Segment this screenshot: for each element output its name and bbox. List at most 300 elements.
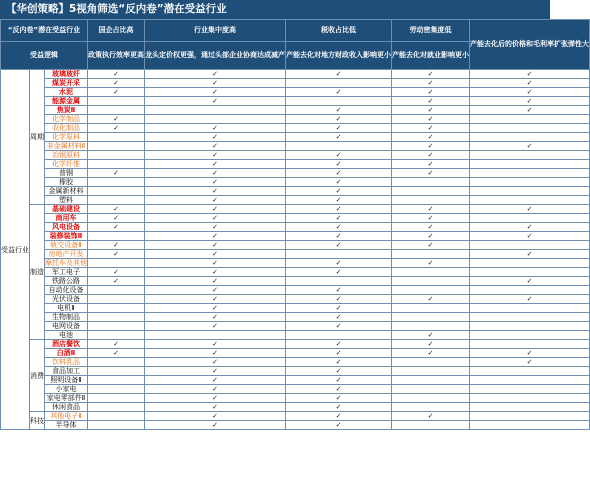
criterion-2-cell [145,241,286,250]
criterion-5-cell [470,196,590,205]
criterion-3-cell [286,286,392,295]
criterion-4-cell [392,223,470,232]
criterion-1-cell [88,223,145,232]
checkmark-icon: ✓ [212,394,218,402]
checkmark-icon: ✓ [212,277,218,285]
criterion-4-cell [392,268,470,277]
criterion-3-cell [286,97,392,106]
criterion-3-cell [286,142,392,151]
industry-name: 橡胶 [45,178,88,187]
criterion-2-cell [145,277,286,286]
criterion-1-cell [88,331,145,340]
table-row [1,70,590,79]
table-row [1,277,590,286]
criterion-2-cell [145,268,286,277]
checkmark-icon: ✓ [335,394,342,402]
checkmark-icon: ✓ [113,169,119,177]
criterion-5-cell [470,169,590,178]
industry-name: 焦炭Ⅱ [45,106,88,115]
checkmark-icon: ✓ [427,160,434,168]
industry-name: 自动化设备 [45,286,88,295]
table-row [1,160,590,169]
criterion-5-cell [470,124,590,133]
criterion-3-cell [286,115,392,124]
checkmark-icon: ✓ [526,277,533,285]
checkmark-icon: ✓ [113,340,119,348]
criterion-2-cell [145,106,286,115]
criterion-3-cell [286,259,392,268]
checkmark-icon: ✓ [335,349,342,357]
industry-name: 家电零部件Ⅱ [45,394,88,403]
criterion-4-cell [392,313,470,322]
criterion-2-cell [145,295,286,304]
criterion-2-cell [145,160,286,169]
checkmark-icon: ✓ [335,160,342,168]
checkmark-icon: ✓ [335,187,342,195]
industry-name: 饮料乳品 [45,358,88,367]
checkmark-icon: ✓ [335,268,342,276]
group-label: 周期 [30,70,45,205]
header-criterion-1: 国企占比高 [88,20,145,42]
table-row [1,115,590,124]
criterion-1-cell [88,313,145,322]
checkmark-icon: ✓ [212,88,218,96]
header-beneficiary-industries: “反内卷”潜在受益行业 [1,20,88,42]
criterion-2-cell [145,394,286,403]
table-row [1,349,590,358]
checkmark-icon: ✓ [212,97,218,105]
criterion-2-cell [145,205,286,214]
criterion-1-cell [88,421,145,430]
criterion-2-cell [145,286,286,295]
criterion-4-cell [392,412,470,421]
criterion-4-cell [392,367,470,376]
checkmark-icon: ✓ [335,133,342,141]
industry-name: 其他电子Ⅱ [45,412,88,421]
criterion-1-cell [88,295,145,304]
criterion-2-cell [145,115,286,124]
criterion-2-cell [145,250,286,259]
checkmark-icon: ✓ [335,295,342,303]
criterion-1-cell [88,178,145,187]
criterion-3-cell [286,421,392,430]
criterion-2-cell [145,70,286,79]
criterion-1-cell [88,214,145,223]
checkmark-icon: ✓ [212,295,218,303]
checkmark-icon: ✓ [212,214,218,222]
criterion-2-cell [145,142,286,151]
criterion-5-cell [470,88,590,97]
criterion-3-cell [286,394,392,403]
criterion-5-cell [470,232,590,241]
criterion-1-cell [88,205,145,214]
checkmark-icon: ✓ [427,88,434,96]
checkmark-icon: ✓ [526,70,533,78]
checkmark-icon: ✓ [212,403,218,411]
criterion-2-cell [145,133,286,142]
criterion-3-cell [286,277,392,286]
checkmark-icon: ✓ [427,151,434,159]
criterion-1-cell [88,349,145,358]
criterion-5-cell [470,331,590,340]
checkmark-icon: ✓ [212,223,218,231]
checkmark-icon: ✓ [212,313,218,321]
criterion-4-cell [392,205,470,214]
criterion-4-cell [392,115,470,124]
checkmark-icon: ✓ [335,88,342,96]
industry-name: 冶钢原料 [45,151,88,160]
criterion-4-cell [392,376,470,385]
criterion-3-cell [286,340,392,349]
checkmark-icon: ✓ [335,304,342,312]
criterion-4-cell [392,394,470,403]
group-label: 消费 [30,340,45,412]
checkmark-icon: ✓ [212,421,218,429]
criterion-2-cell [145,223,286,232]
checkmark-icon: ✓ [427,295,434,303]
criterion-2-cell [145,331,286,340]
criterion-2-cell [145,196,286,205]
checkmark-icon: ✓ [113,70,119,78]
table-body [1,70,590,430]
industry-name: 食品加工 [45,367,88,376]
criterion-3-cell [286,331,392,340]
criterion-5-cell [470,313,590,322]
header-benefit-logic: 受益逻辑 [1,42,88,70]
criterion-1-cell [88,385,145,394]
criterion-2-cell [145,313,286,322]
checkmark-icon: ✓ [526,250,533,258]
checkmark-icon: ✓ [212,232,218,240]
criterion-4-cell [392,349,470,358]
criterion-5-cell [470,412,590,421]
criterion-3-cell [286,106,392,115]
checkmark-icon: ✓ [113,88,119,96]
criterion-3-cell [286,295,392,304]
criterion-3-cell [286,367,392,376]
criterion-4-cell [392,385,470,394]
checkmark-icon: ✓ [335,241,342,249]
header-criterion-3: 税收占比低 [286,20,392,42]
criterion-4-cell [392,79,470,88]
header-criterion-5: 产能去化后的价格和毛利率扩张弹性大 [470,20,590,70]
checkmark-icon: ✓ [212,367,218,375]
criterion-4-cell [392,169,470,178]
checkmark-icon: ✓ [335,385,342,393]
criterion-4-cell [392,304,470,313]
checkmark-icon: ✓ [212,79,218,87]
industry-name: 小家电 [45,385,88,394]
checkmark-icon: ✓ [427,106,434,114]
table-row [1,241,590,250]
checkmark-icon: ✓ [212,196,218,204]
table-row [1,223,590,232]
criterion-5-cell [470,205,590,214]
criterion-5-cell [470,187,590,196]
industry-name: 生物制品 [45,313,88,322]
checkmark-icon: ✓ [335,376,342,384]
criterion-1-cell [88,268,145,277]
table-row [1,286,590,295]
checkmark-icon: ✓ [212,133,218,141]
table-row [1,340,590,349]
criterion-5-cell [470,277,590,286]
checkmark-icon: ✓ [212,322,218,330]
checkmark-icon: ✓ [427,79,434,87]
table-row [1,295,590,304]
criterion-4-cell [392,70,470,79]
checkmark-icon: ✓ [427,232,434,240]
checkmark-icon: ✓ [212,412,218,420]
industry-name: 装修装饰Ⅱ [45,232,88,241]
industry-name: 化学原料 [45,133,88,142]
checkmark-icon: ✓ [526,97,533,105]
criterion-3-cell [286,232,392,241]
criterion-5-cell [470,142,590,151]
criterion-4-cell [392,250,470,259]
industry-name: 白酒Ⅱ [45,349,88,358]
criterion-2-cell [145,403,286,412]
checkmark-icon: ✓ [212,349,218,357]
criterion-1-cell [88,259,145,268]
checkmark-icon: ✓ [113,277,119,285]
criterion-2-cell [145,358,286,367]
criterion-3-cell [286,358,392,367]
checkmark-icon: ✓ [335,286,342,294]
table-row [1,403,590,412]
header-criterion-1-logic: 政策执行效率更高 [88,42,145,70]
criterion-1-cell [88,88,145,97]
criterion-2-cell [145,259,286,268]
criterion-5-cell [470,241,590,250]
table-row [1,142,590,151]
criterion-4-cell [392,295,470,304]
checkmark-icon: ✓ [113,205,119,213]
checkmark-icon: ✓ [526,223,533,231]
criterion-5-cell [470,133,590,142]
checkmark-icon: ✓ [212,124,218,132]
criterion-5-cell [470,304,590,313]
group-label: 科技 [30,412,45,430]
checkmark-icon: ✓ [212,187,218,195]
criterion-1-cell [88,106,145,115]
industry-name: 玻璃玻纤 [45,70,88,79]
header-criterion-4: 劳动密集度低 [392,20,470,42]
criterion-5-cell [470,151,590,160]
criterion-3-cell [286,403,392,412]
checkmark-icon: ✓ [212,169,218,177]
checkmark-icon: ✓ [427,133,434,141]
checkmark-icon: ✓ [526,205,533,213]
industry-name: 轨交设备Ⅱ [45,241,88,250]
criterion-5-cell [470,385,590,394]
industry-name: 军工电子 [45,268,88,277]
criterion-5-cell [470,340,590,349]
checkmark-icon: ✓ [212,70,218,78]
header-criterion-4-logic: 产能去化对就业影响更小 [392,42,470,70]
table-row [1,88,590,97]
checkmark-icon: ✓ [212,340,218,348]
table-row [1,358,590,367]
industry-name: 普钢 [45,169,88,178]
criterion-1-cell [88,142,145,151]
criterion-3-cell [286,412,392,421]
table-row [1,106,590,115]
checkmark-icon: ✓ [212,205,218,213]
criterion-5-cell [470,403,590,412]
industry-name: 商用车 [45,214,88,223]
criterion-4-cell [392,124,470,133]
criterion-5-cell [470,106,590,115]
criterion-3-cell [286,268,392,277]
criterion-1-cell [88,115,145,124]
industry-name: 光伏设备 [45,295,88,304]
criterion-2-cell [145,178,286,187]
checkmark-icon: ✓ [212,250,218,258]
checkmark-icon: ✓ [335,322,342,330]
criterion-2-cell [145,421,286,430]
criterion-4-cell [392,331,470,340]
criterion-1-cell [88,232,145,241]
criterion-4-cell [392,259,470,268]
table-row [1,124,590,133]
criterion-5-cell [470,268,590,277]
checkmark-icon: ✓ [427,70,434,78]
checkmark-icon: ✓ [526,88,533,96]
criterion-5-cell [470,259,590,268]
criterion-1-cell [88,241,145,250]
criterion-5-cell [470,70,590,79]
checkmark-icon: ✓ [526,349,533,357]
criterion-5-cell [470,367,590,376]
checkmark-icon: ✓ [113,241,119,249]
criterion-4-cell [392,97,470,106]
criterion-3-cell [286,178,392,187]
criterion-3-cell [286,385,392,394]
checkmark-icon: ✓ [427,115,434,123]
criterion-4-cell [392,286,470,295]
checkmark-icon: ✓ [335,367,342,375]
criterion-5-cell [470,286,590,295]
criterion-1-cell [88,250,145,259]
criterion-3-cell [286,133,392,142]
criterion-4-cell [392,277,470,286]
group-label: 制造 [30,205,45,340]
criterion-5-cell [470,349,590,358]
industry-name: 半导体 [45,421,88,430]
criterion-5-cell [470,322,590,331]
checkmark-icon: ✓ [427,241,434,249]
industry-name: 农化制品 [45,124,88,133]
criterion-1-cell [88,196,145,205]
checkmark-icon: ✓ [526,358,533,366]
checkmark-icon: ✓ [212,160,218,168]
header-criterion-3-logic: 产能去化对地方财政收入影响更小 [286,42,392,70]
industry-name: 休闲食品 [45,403,88,412]
criterion-4-cell [392,142,470,151]
checkmark-icon: ✓ [335,178,342,186]
checkmark-icon: ✓ [212,178,218,186]
criterion-1-cell [88,97,145,106]
criterion-4-cell [392,340,470,349]
table-row [1,385,590,394]
criterion-3-cell [286,187,392,196]
table-row [1,376,590,385]
criterion-1-cell [88,322,145,331]
checkmark-icon: ✓ [212,241,218,249]
checkmark-icon: ✓ [212,358,218,366]
checkmark-icon: ✓ [113,349,119,357]
criterion-3-cell [286,313,392,322]
criterion-5-cell [470,178,590,187]
criterion-4-cell [392,88,470,97]
table-row [1,214,590,223]
checkmark-icon: ✓ [212,142,218,150]
industry-name: 电池 [45,331,88,340]
industry-name: 风电设备 [45,223,88,232]
checkmark-icon: ✓ [335,106,342,114]
table-row [1,412,590,421]
criterion-1-cell [88,376,145,385]
criterion-3-cell [286,304,392,313]
checkmark-icon: ✓ [212,268,218,276]
criterion-3-cell [286,223,392,232]
document-title: 【华创策略】5视角筛选“反内卷”潜在受益行业 [0,0,550,19]
checkmark-icon: ✓ [113,115,119,123]
criterion-4-cell [392,178,470,187]
criterion-2-cell [145,88,286,97]
criterion-2-cell [145,322,286,331]
checkmark-icon: ✓ [427,205,434,213]
table-row [1,367,590,376]
checkmark-icon: ✓ [113,223,119,231]
criterion-3-cell [286,322,392,331]
criterion-1-cell [88,367,145,376]
criterion-1-cell [88,187,145,196]
criterion-3-cell [286,151,392,160]
industry-name: 电网设备 [45,322,88,331]
criterion-2-cell [145,412,286,421]
criterion-2-cell [145,340,286,349]
criterion-4-cell [392,196,470,205]
criterion-4-cell [392,187,470,196]
table-row [1,151,590,160]
checkmark-icon: ✓ [212,376,218,384]
criterion-2-cell [145,376,286,385]
table-row [1,232,590,241]
industry-name: 电机Ⅱ [45,304,88,313]
checkmark-icon: ✓ [427,349,434,357]
checkmark-icon: ✓ [526,232,533,240]
criterion-1-cell [88,358,145,367]
criterion-5-cell [470,376,590,385]
table-row [1,394,590,403]
checkmark-icon: ✓ [427,259,434,267]
criterion-4-cell [392,232,470,241]
criterion-4-cell [392,403,470,412]
checkmark-icon: ✓ [335,151,342,159]
checkmark-icon: ✓ [113,250,119,258]
criterion-5-cell [470,421,590,430]
table-row [1,421,590,430]
checkmark-icon: ✓ [526,79,533,87]
criterion-1-cell [88,340,145,349]
criterion-3-cell [286,376,392,385]
table-row [1,304,590,313]
criterion-1-cell [88,277,145,286]
criterion-2-cell [145,124,286,133]
checkmark-icon: ✓ [335,412,342,420]
